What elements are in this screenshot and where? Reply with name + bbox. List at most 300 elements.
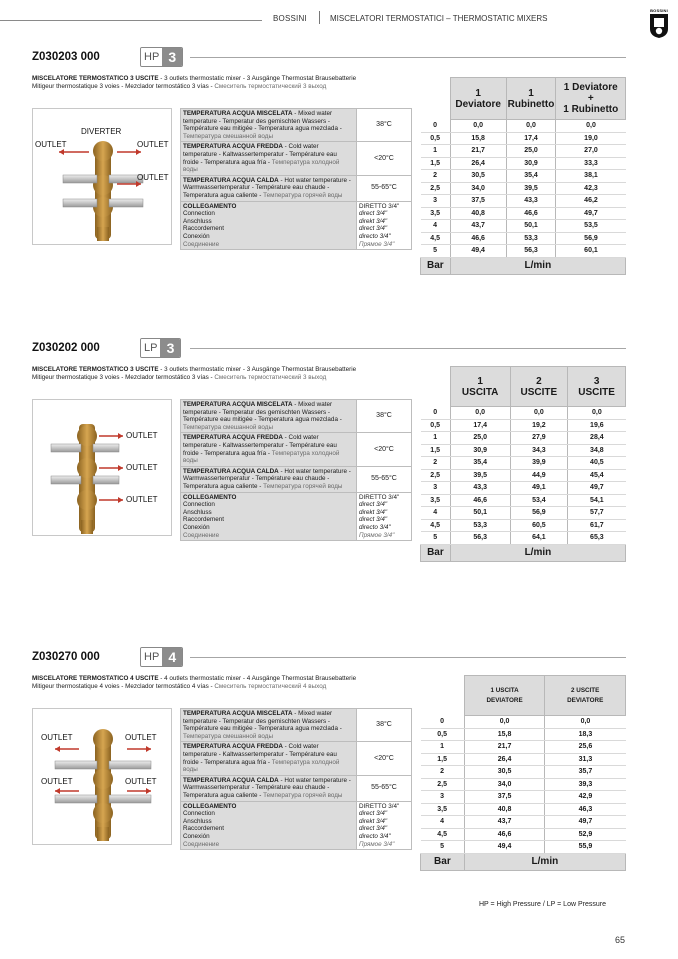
flow-value: 42,3 [556, 182, 626, 195]
flow-value: 25,0 [506, 145, 556, 158]
header-line: 1 [475, 87, 481, 99]
flow-value: 27,9 [510, 432, 568, 445]
header-line: USCITE [578, 386, 615, 398]
spec-cold-text: - Cold water temperature - Kaltwassertemperatur - Température eau froide - Temperatura agua fría - [183, 434, 337, 457]
header-line: Rubinetto [507, 98, 555, 110]
flow-value: 49,7 [556, 207, 626, 220]
flow-value: 60,5 [510, 519, 568, 532]
flow-value: 44,9 [510, 469, 568, 482]
flow-col-header [545, 676, 626, 716]
conn-label: Raccordement [183, 825, 224, 833]
spec-hot-text: - Hot water temperature - Warmwassertemperatur - Température eau chaude - Temperatura agua caliente - [183, 176, 351, 199]
header-line: USCITE [520, 386, 558, 398]
flow-value: 17,4 [506, 132, 556, 145]
outlet-label: OUTLET [137, 140, 169, 149]
conn-label: Соединение [183, 240, 220, 248]
spec-hot-title: TEMPERATURA ACQUA CALDA [183, 776, 279, 784]
product-photo [32, 108, 172, 245]
description-text-2: Mitigeur thermostatique 3 voies - Mezclador termostático 3 vías - [32, 83, 215, 90]
flow-value: 50,1 [450, 507, 510, 520]
flow-value: 56,3 [450, 532, 510, 545]
flow-col-header [510, 367, 568, 407]
flow-value: 31,3 [545, 753, 626, 766]
flow-value: 33,3 [556, 157, 626, 170]
flow-value: 0,0 [450, 120, 506, 133]
flow-corner [421, 78, 451, 120]
spec-row-hot [181, 175, 412, 201]
spec-connection-value [357, 492, 412, 541]
flow-col-header [464, 676, 545, 716]
flow-row [421, 195, 626, 208]
flow-col-header [450, 367, 510, 407]
flow-value: 0,0 [450, 407, 510, 420]
spec-cold-text: - Cold water temperature - Kaltwassertemperatur - Température eau froide - Temperatura agua fría - [183, 143, 337, 166]
bar-value: 4 [421, 816, 465, 829]
specs-table [180, 708, 412, 850]
flow-value: 43,7 [450, 220, 506, 233]
product-description [32, 366, 356, 373]
flow-row [421, 170, 626, 183]
flow-value: 57,7 [568, 507, 626, 520]
bar-value: 0 [421, 716, 465, 729]
outlet-label: OUTLET [125, 777, 157, 786]
flow-value: 64,1 [510, 532, 568, 545]
spec-row-connection [181, 492, 412, 541]
flow-row [421, 207, 626, 220]
flow-value: 39,5 [450, 469, 510, 482]
conn-label: COLLEGAMENTO [183, 802, 237, 810]
conn-value: DIRETTO 3/4" [359, 802, 400, 810]
flow-value: 49,7 [545, 816, 626, 829]
unit-label: L/min [450, 257, 625, 274]
pressure-type: HP [141, 48, 162, 66]
conn-value: Прямое 3/4" [359, 531, 395, 539]
flow-value: 21,7 [464, 741, 545, 754]
conn-label: COLLEGAMENTO [183, 493, 237, 501]
flow-row [421, 245, 626, 258]
flow-value: 39,9 [510, 457, 568, 470]
flow-value: 15,8 [464, 728, 545, 741]
bar-value: 4,5 [421, 232, 451, 245]
spec-hot-ru: Температура горячей воды [263, 791, 343, 799]
bar-value: 4,5 [421, 519, 451, 532]
conn-label: Conexión [183, 523, 210, 531]
product-description [32, 675, 356, 682]
flow-row [421, 220, 626, 233]
bar-value: 2,5 [421, 469, 451, 482]
flow-value: 27,0 [556, 145, 626, 158]
conn-value: direct 3/4" [359, 825, 388, 833]
bar-label: Bar [421, 853, 465, 870]
flow-value: 19,2 [510, 419, 568, 432]
spec-mixed-ru: Температура смешанной воды [183, 132, 273, 140]
flow-row [421, 419, 626, 432]
flow-value: 49,1 [510, 482, 568, 495]
flow-body [421, 120, 626, 258]
flow-value: 43,3 [506, 195, 556, 208]
flow-row [421, 841, 626, 854]
flow-value: 19,0 [556, 132, 626, 145]
conn-value: direct 3/4" [359, 225, 388, 233]
flow-corner [421, 367, 451, 407]
flow-value: 25,0 [450, 432, 510, 445]
description-bold: MISCELATORE TERMOSTATICO 3 USCITE [32, 75, 159, 82]
flow-value: 56,9 [510, 507, 568, 520]
outlet-label: OUTLET [126, 431, 158, 440]
description-text-2: Mitigeur thermostatique 4 voies - Mezclador termostático 4 vías - [32, 683, 215, 690]
flow-row [421, 753, 626, 766]
flow-value: 30,5 [464, 766, 545, 779]
conn-value: direkt 3/4" [359, 817, 388, 825]
flow-value: 0,0 [556, 120, 626, 133]
flow-row [421, 157, 626, 170]
header-line: 1 [528, 87, 534, 99]
flow-value: 61,7 [568, 519, 626, 532]
flow-value: 17,4 [450, 419, 510, 432]
product-code: Z030270 000 [32, 651, 100, 663]
flow-body [421, 407, 626, 545]
product-photo [32, 399, 172, 536]
spec-cold-value: <20°C [357, 433, 412, 466]
spec-hot-text: - Hot water temperature - Warmwassertemperatur - Température eau chaude - Temperatura agua caliente - [183, 467, 351, 490]
bar-value: 3,5 [421, 803, 465, 816]
flow-value: 46,6 [506, 207, 556, 220]
spec-mixed-label [181, 109, 357, 142]
spec-cold-ru: Температура холодной воды [183, 449, 340, 465]
flow-header-row [421, 676, 626, 716]
spec-hot-ru: Температура горячей воды [263, 191, 343, 199]
bar-value: 2 [421, 766, 465, 779]
header-line: + [587, 93, 594, 104]
bar-value: 2 [421, 457, 451, 470]
flow-value: 35,4 [506, 170, 556, 183]
spec-mixed-label [181, 709, 357, 742]
flow-value: 39,5 [506, 182, 556, 195]
flow-value: 46,6 [450, 494, 510, 507]
spec-mixed-title: TEMPERATURA ACQUA MISCELATA [183, 401, 293, 408]
outlet-label: OUTLET [126, 463, 158, 472]
conn-value: direkt 3/4" [359, 217, 388, 225]
flow-value: 60,1 [556, 245, 626, 258]
flow-value: 50,1 [506, 220, 556, 233]
spec-row-mixed [181, 709, 412, 742]
spec-cold-text: - Cold water temperature - Kaltwassertemperatur - Température eau froide - Temperatura agua fría - [183, 743, 337, 766]
outlet-label: OUTLET [125, 733, 157, 742]
flow-value: 49,4 [464, 841, 545, 854]
spec-mixed-ru: Температура смешанной воды [183, 732, 273, 740]
flow-row [421, 766, 626, 779]
flow-value: 45,4 [568, 469, 626, 482]
spec-row-mixed [181, 400, 412, 433]
flow-value: 46,3 [545, 803, 626, 816]
bar-value: 3 [421, 195, 451, 208]
conn-value: directo 3/4" [359, 523, 391, 531]
bar-value: 5 [421, 841, 465, 854]
spec-mixed-text: - Mixed water temperature - Temperatur des gemischten Wassers - Température eau mitigée - Temperatura agua mezclada - [183, 401, 342, 424]
description-ru: Смеситель термостатический 4 выход [214, 683, 327, 690]
conn-value: direct 3/4" [359, 516, 388, 524]
flow-header-row [421, 78, 626, 120]
bar-value: 2,5 [421, 778, 465, 791]
bar-value: 3,5 [421, 207, 451, 220]
conn-label: Соединение [183, 531, 220, 539]
header-line: 2 [536, 375, 542, 387]
header-line: DEVIATORE [567, 696, 604, 704]
flow-value: 55,9 [545, 841, 626, 854]
description-bold: MISCELATORE TERMOSTATICO 3 USCITE [32, 366, 159, 373]
spec-cold-title: TEMPERATURA ACQUA FREDDA [183, 743, 283, 751]
flow-value: 18,3 [545, 728, 626, 741]
header-line: USCITA [461, 386, 499, 398]
conn-value: DIRETTO 3/4" [359, 493, 400, 501]
flow-value: 42,9 [545, 791, 626, 804]
flow-value: 38,1 [556, 170, 626, 183]
conn-label: Raccordement [183, 225, 224, 233]
flow-row [421, 232, 626, 245]
spec-hot-value: 55-65°C [357, 775, 412, 801]
bar-value: 4 [421, 507, 451, 520]
header-line: 3 [593, 375, 600, 387]
bar-value: 3 [421, 791, 465, 804]
brand-logo [648, 8, 670, 40]
flow-row [421, 469, 626, 482]
spec-connection-value [357, 201, 412, 250]
header-brand: BOSSINI [273, 14, 307, 23]
conn-label: Anschluss [183, 508, 212, 516]
spec-hot-label [181, 775, 357, 801]
flow-value: 37,5 [464, 791, 545, 804]
outlet-count: 3 [160, 339, 180, 357]
unit-label: L/min [464, 853, 625, 870]
flow-row [421, 728, 626, 741]
specs-table [180, 108, 412, 250]
flow-value: 0,0 [506, 120, 556, 133]
spec-cold-value: <20°C [357, 142, 412, 175]
flow-value: 40,5 [568, 457, 626, 470]
spec-cold-label [181, 433, 357, 466]
specs-table [180, 399, 412, 541]
header-line: 1 Rubinetto [563, 104, 619, 115]
product-photo [32, 708, 172, 845]
spec-mixed-title: TEMPERATURA ACQUA MISCELATA [183, 110, 293, 117]
flow-row [421, 716, 626, 729]
product-code: Z030203 000 [32, 51, 100, 63]
spec-row-cold [181, 142, 412, 175]
flow-body [421, 716, 626, 854]
spec-cold-ru: Температура холодной воды [183, 158, 340, 174]
logo-text: BOSSINI [650, 8, 668, 13]
flow-value: 0,0 [510, 407, 568, 420]
conn-label: Anschluss [183, 217, 212, 225]
flow-value: 43,7 [464, 816, 545, 829]
header-line: 1 Deviatore [563, 82, 618, 93]
bar-label: Bar [421, 544, 451, 561]
flow-row [421, 432, 626, 445]
product-description-2 [32, 374, 326, 381]
conn-value: DIRETTO 3/4" [359, 202, 400, 210]
spec-cold-label [181, 142, 357, 175]
flow-value: 15,8 [450, 132, 506, 145]
spec-mixed-title: TEMPERATURA ACQUA MISCELATA [183, 710, 293, 717]
spec-mixed-text: - Mixed water temperature - Temperatur des gemischten Wassers - Température eau mitigée - Temperatura agua mezclada - [183, 710, 342, 733]
flow-value: 53,3 [506, 232, 556, 245]
flow-value: 56,9 [556, 232, 626, 245]
flow-row [421, 494, 626, 507]
flow-value: 43,3 [450, 482, 510, 495]
spec-cold-ru: Температура холодной воды [183, 758, 340, 774]
spec-row-cold [181, 742, 412, 775]
flow-row [421, 519, 626, 532]
flow-value: 53,4 [510, 494, 568, 507]
bar-value: 0,5 [421, 132, 451, 145]
bar-value: 0,5 [421, 419, 451, 432]
flow-row [421, 482, 626, 495]
flow-value: 30,9 [450, 444, 510, 457]
conn-label: Conexión [183, 832, 210, 840]
header-line: 1 [477, 375, 483, 387]
spec-mixed-value: 38°C [357, 109, 412, 142]
flow-value: 25,6 [545, 741, 626, 754]
outlet-count: 3 [162, 48, 182, 66]
conn-label: Raccordement [183, 516, 224, 524]
conn-label: Connection [183, 810, 215, 818]
header-line: 2 USCITE [571, 686, 600, 694]
flow-value: 40,8 [450, 207, 506, 220]
flow-value: 34,8 [568, 444, 626, 457]
bar-value: 1,5 [421, 157, 451, 170]
flow-row [421, 532, 626, 545]
flow-value: 26,4 [464, 753, 545, 766]
bar-value: 0,5 [421, 728, 465, 741]
flow-row [421, 132, 626, 145]
flow-value: 34,3 [510, 444, 568, 457]
spec-connection-label [181, 201, 357, 250]
bar-value: 2,5 [421, 182, 451, 195]
flow-value: 30,9 [506, 157, 556, 170]
flow-footer [421, 257, 626, 274]
flow-row [421, 791, 626, 804]
conn-value: direct 3/4" [359, 501, 388, 509]
diverter-label: DIVERTER [81, 127, 122, 136]
spec-mixed-value: 38°C [357, 709, 412, 742]
header-category: MISCELATORI TERMOSTATICI – THERMOSTATIC MIXERS [330, 14, 548, 23]
conn-label: Соединение [183, 840, 220, 848]
conn-label: COLLEGAMENTO [183, 202, 237, 210]
flow-row [421, 778, 626, 791]
flow-value: 30,5 [450, 170, 506, 183]
flow-table [420, 366, 626, 562]
description-ru: Смеситель термостатический 3 выход [214, 83, 327, 90]
conn-value: direkt 3/4" [359, 508, 388, 516]
product-description [32, 75, 356, 82]
flow-value: 34,0 [450, 182, 506, 195]
flow-row [421, 120, 626, 133]
spec-hot-title: TEMPERATURA ACQUA CALDA [183, 467, 279, 475]
outlet-count: 4 [162, 648, 182, 666]
outlet-label: OUTLET [35, 140, 67, 149]
flow-value: 0,0 [568, 407, 626, 420]
bar-value: 5 [421, 532, 451, 545]
spec-cold-label [181, 742, 357, 775]
flow-table [420, 675, 626, 871]
pressure-type: LP [141, 339, 160, 357]
spec-hot-label [181, 466, 357, 492]
description-bold: MISCELATORE TERMOSTATICO 4 USCITE [32, 675, 159, 682]
spec-row-connection [181, 201, 412, 250]
outlet-label: OUTLET [137, 173, 169, 182]
header-line: DEVIATORE [486, 696, 523, 704]
section-rule [190, 657, 626, 658]
product-description-2 [32, 83, 326, 90]
description-text: - 3 outlets thermostatic mixer - 3 Ausgänge Thermostat Brausebatterie [158, 366, 357, 373]
section-rule [190, 348, 626, 349]
conn-value: direct 3/4" [359, 810, 388, 818]
pressure-badge [140, 647, 183, 667]
flow-col-header [506, 78, 556, 120]
flow-footer [421, 853, 626, 870]
flow-row [421, 407, 626, 420]
bar-value: 3 [421, 482, 451, 495]
spec-mixed-label [181, 400, 357, 433]
flow-value: 39,3 [545, 778, 626, 791]
pressure-badge [140, 338, 181, 358]
flow-row [421, 444, 626, 457]
conn-value: directo 3/4" [359, 232, 391, 240]
flow-value: 28,4 [568, 432, 626, 445]
flow-row [421, 507, 626, 520]
spec-row-connection [181, 801, 412, 850]
description-text-2: Mitigeur thermostatique 3 voies - Mezclador termostático 3 vías - [32, 374, 215, 381]
description-text: - 3 outlets thermostatic mixer - 3 Ausgänge Thermostat Brausebatterie [158, 75, 357, 82]
header-separator [319, 11, 320, 24]
flow-value: 0,0 [545, 716, 626, 729]
flow-footer [421, 544, 626, 561]
flow-col-header [556, 78, 626, 120]
conn-label: Connection [183, 501, 215, 509]
page-number: 65 [615, 935, 626, 945]
section-rule [190, 57, 626, 58]
spec-cold-value: <20°C [357, 742, 412, 775]
flow-value: 46,2 [556, 195, 626, 208]
conn-label: Connection [183, 210, 215, 218]
conn-value: directo 3/4" [359, 832, 391, 840]
flow-value: 26,4 [450, 157, 506, 170]
spec-connection-value [357, 801, 412, 850]
header-line: Deviatore [455, 98, 501, 110]
flow-value: 19,6 [568, 419, 626, 432]
conn-value: direct 3/4" [359, 210, 388, 218]
flow-row [421, 182, 626, 195]
flow-row [421, 457, 626, 470]
flow-row [421, 816, 626, 829]
bar-value: 1 [421, 741, 465, 754]
product-code: Z030202 000 [32, 342, 100, 354]
spec-mixed-ru: Температура смешанной воды [183, 423, 273, 431]
flow-value: 37,5 [450, 195, 506, 208]
spec-mixed-text: - Mixed water temperature - Temperatur des gemischten Wassers - Température eau mitigée - Temperatura agua mezclada - [183, 110, 342, 133]
spec-cold-title: TEMPERATURA ACQUA FREDDA [183, 143, 283, 151]
outlet-label: OUTLET [126, 495, 158, 504]
spec-connection-label [181, 492, 357, 541]
flow-value: 53,5 [556, 220, 626, 233]
flow-value: 21,7 [450, 145, 506, 158]
flow-value: 34,0 [464, 778, 545, 791]
spec-hot-ru: Температура горячей воды [263, 482, 343, 490]
flow-corner [421, 676, 465, 716]
flow-value: 54,1 [568, 494, 626, 507]
spec-hot-value: 55-65°C [357, 466, 412, 492]
header-line: 1 USCITA [490, 686, 519, 694]
